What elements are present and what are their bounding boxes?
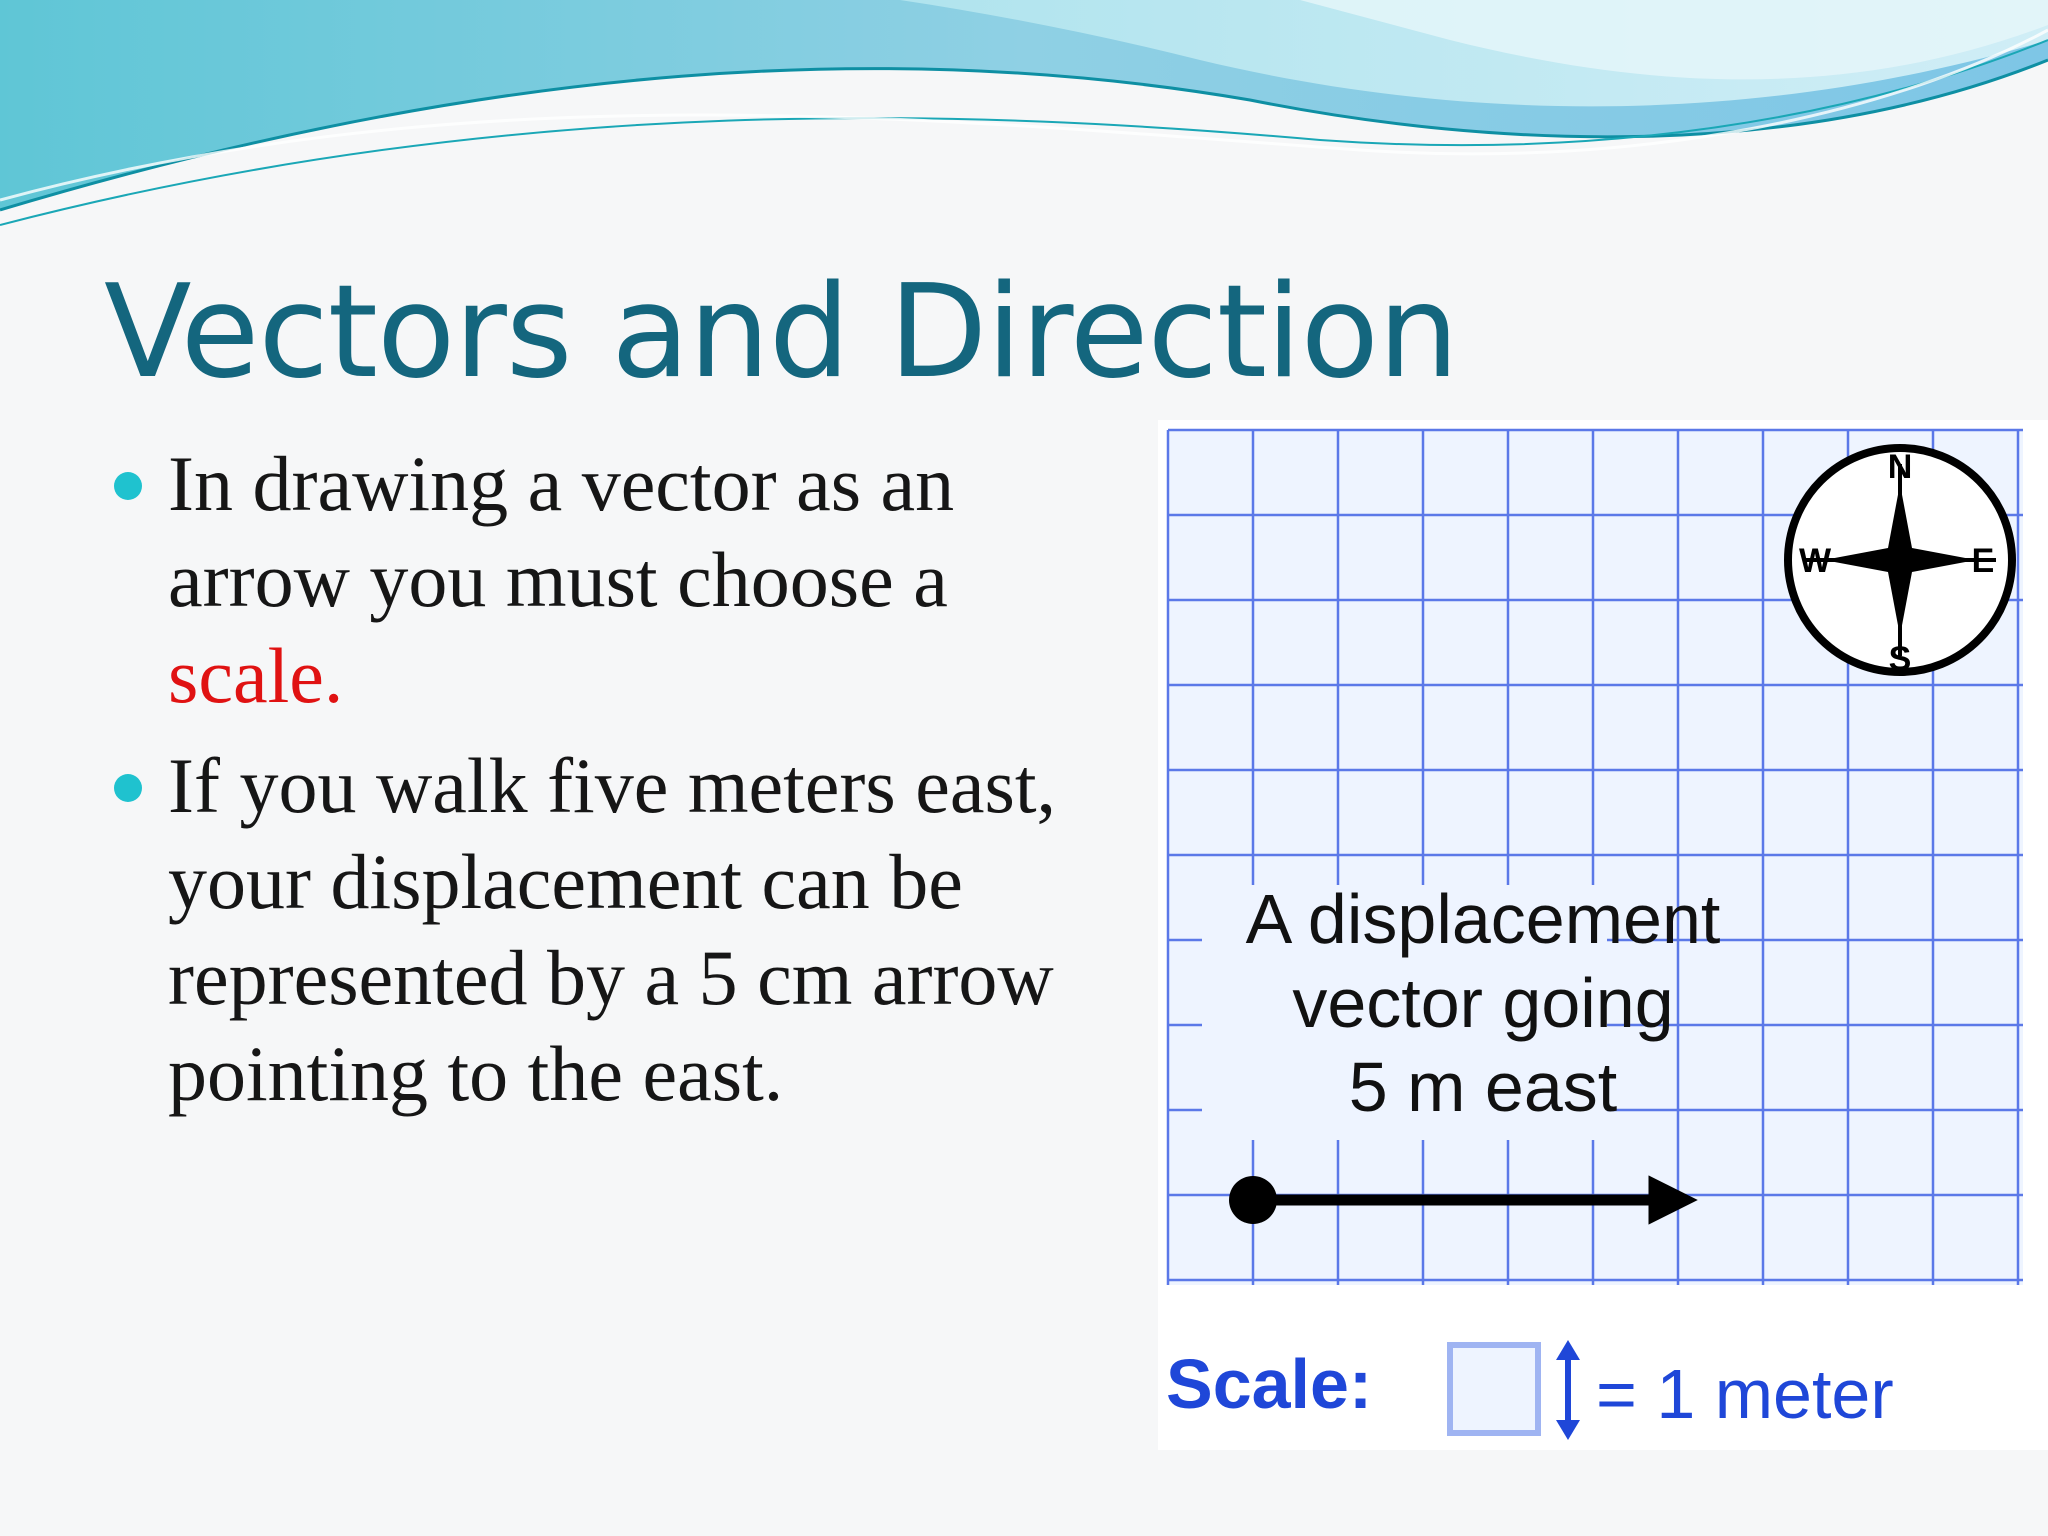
- scale-value: = 1 meter: [1596, 1355, 1894, 1433]
- bullet-dot-icon: [114, 774, 142, 802]
- slide-title: Vectors and Direction: [104, 258, 1458, 407]
- bullet-text: In drawing a vector as an arrow you must choose a: [168, 440, 955, 623]
- compass-label-s: S: [1888, 640, 1912, 678]
- caption-line-3: 5 m east: [1348, 1048, 1618, 1126]
- bullet-dot-icon: [114, 472, 142, 500]
- bullet-item-displacement: [110, 738, 1070, 1122]
- compass-label-n: N: [1887, 448, 1913, 486]
- compass: [1788, 448, 2012, 678]
- scale-square: [1450, 1345, 1538, 1433]
- scale-label: Scale:: [1166, 1345, 1373, 1423]
- vector-diagram: [1158, 420, 2048, 1450]
- compass-label-e: E: [1971, 542, 1995, 580]
- bullet-text: If you walk five meters east, your displacement can be represented by a 5 cm arrow pointing to the east.: [168, 742, 1057, 1117]
- bullet-item-scale: [110, 436, 1070, 724]
- vector-origin-dot: [1229, 1176, 1277, 1224]
- bullet-highlight-scale: scale.: [168, 632, 344, 719]
- caption-line-2: vector going: [1292, 964, 1674, 1042]
- double-arrow-icon: [1556, 1340, 1580, 1440]
- vector-grid-figure: [1158, 420, 2048, 1450]
- bullet-list: [110, 436, 1070, 1136]
- compass-label-w: W: [1798, 542, 1832, 580]
- caption-line-1: A displacement: [1245, 880, 1721, 958]
- header-wave-decoration: [0, 0, 2048, 240]
